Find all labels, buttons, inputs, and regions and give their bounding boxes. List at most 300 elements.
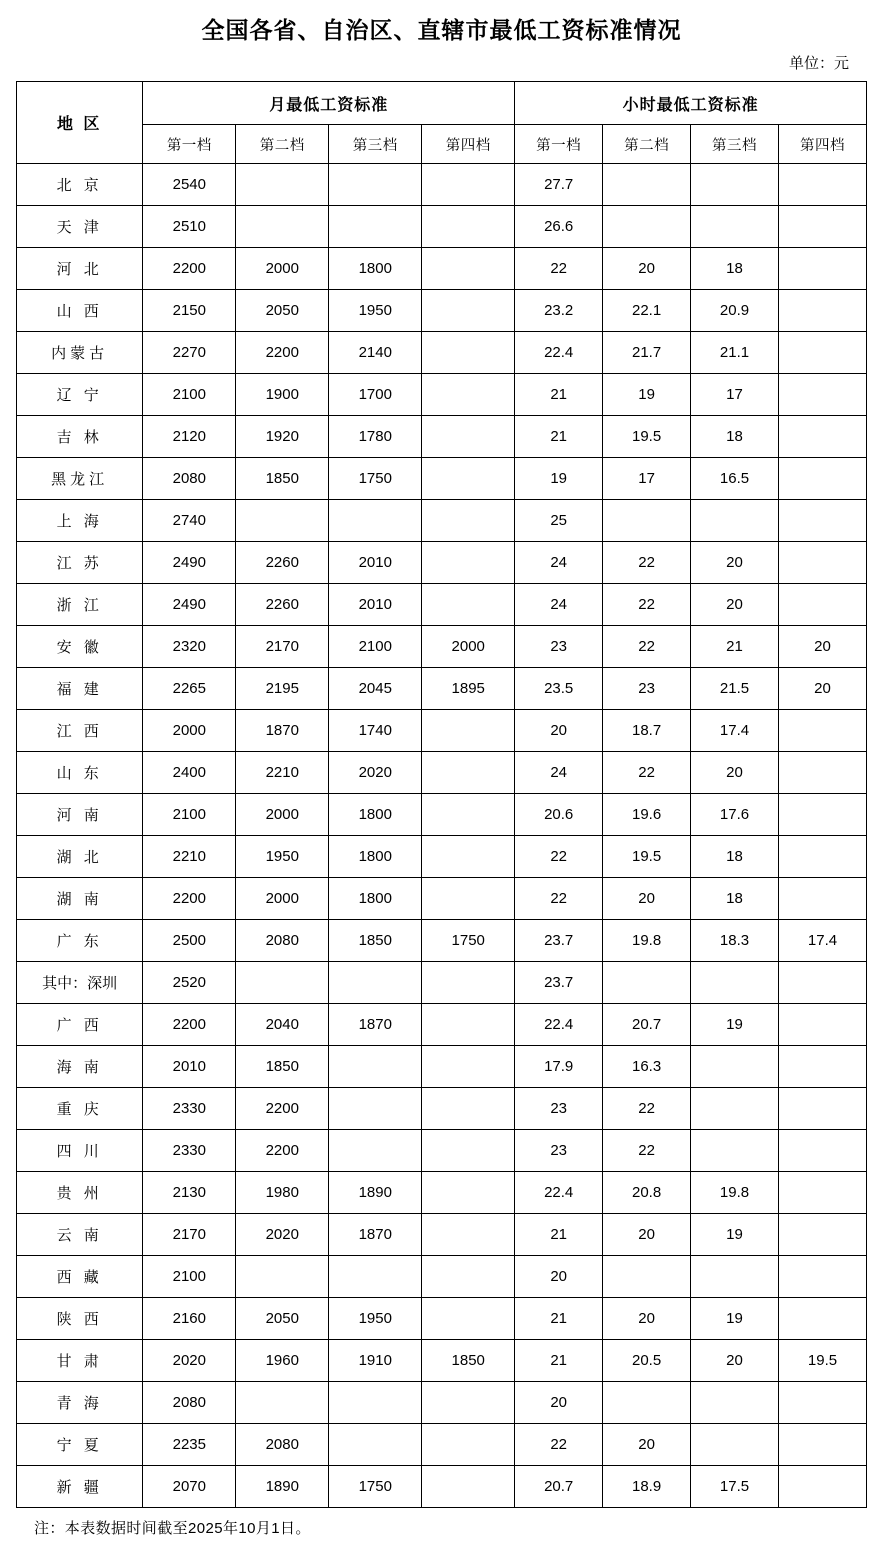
cell-h4 <box>778 1466 866 1508</box>
cell-h3: 19 <box>691 1214 779 1256</box>
cell-h3: 17 <box>691 374 779 416</box>
cell-h3: 20 <box>691 752 779 794</box>
cell-m2: 1950 <box>236 836 329 878</box>
cell-m1: 2740 <box>143 500 236 542</box>
cell-h1: 20.7 <box>515 1466 603 1508</box>
cell-h4 <box>778 332 866 374</box>
table-row <box>17 920 867 962</box>
cell-m4 <box>422 458 515 500</box>
cell-h1: 27.7 <box>515 164 603 206</box>
cell-h1: 20.6 <box>515 794 603 836</box>
row-region-label: 山 西 <box>17 290 143 332</box>
cell-m4 <box>422 164 515 206</box>
cell-m2: 2040 <box>236 1004 329 1046</box>
cell-h2: 18.9 <box>603 1466 691 1508</box>
cell-h4 <box>778 1088 866 1130</box>
cell-h4 <box>778 290 866 332</box>
table-row <box>17 668 867 710</box>
cell-m4 <box>422 248 515 290</box>
cell-m3 <box>329 206 422 248</box>
cell-m2: 1920 <box>236 416 329 458</box>
cell-m2: 2000 <box>236 248 329 290</box>
table-row <box>17 626 867 668</box>
cell-h1: 23.7 <box>515 962 603 1004</box>
table-row <box>17 1004 867 1046</box>
cell-h3 <box>691 206 779 248</box>
cell-m2: 2080 <box>236 920 329 962</box>
table-row <box>17 1088 867 1130</box>
cell-h3: 21.5 <box>691 668 779 710</box>
cell-h3: 18 <box>691 836 779 878</box>
cell-m2: 2200 <box>236 332 329 374</box>
cell-m1: 2270 <box>143 332 236 374</box>
cell-h4 <box>778 1046 866 1088</box>
cell-m1: 2080 <box>143 1382 236 1424</box>
table-row <box>17 1424 867 1466</box>
table-row <box>17 1130 867 1172</box>
cell-m3: 2020 <box>329 752 422 794</box>
cell-h4: 20 <box>778 668 866 710</box>
cell-h1: 23.7 <box>515 920 603 962</box>
cell-h3: 19 <box>691 1004 779 1046</box>
cell-m4 <box>422 584 515 626</box>
cell-m1: 2070 <box>143 1466 236 1508</box>
cell-m4 <box>422 878 515 920</box>
cell-h3: 17.6 <box>691 794 779 836</box>
cell-m4 <box>422 374 515 416</box>
table-row <box>17 290 867 332</box>
cell-h3 <box>691 500 779 542</box>
cell-m3 <box>329 1424 422 1466</box>
cell-h3 <box>691 164 779 206</box>
cell-m3: 1800 <box>329 836 422 878</box>
cell-h4 <box>778 1382 866 1424</box>
row-region-label: 河 南 <box>17 794 143 836</box>
cell-h3 <box>691 1424 779 1466</box>
table-row <box>17 962 867 1004</box>
cell-m1: 2120 <box>143 416 236 458</box>
cell-m2: 2080 <box>236 1424 329 1466</box>
cell-h2: 18.7 <box>603 710 691 752</box>
cell-h1: 23 <box>515 626 603 668</box>
cell-m2: 1850 <box>236 458 329 500</box>
cell-m4 <box>422 206 515 248</box>
cell-h4 <box>778 584 866 626</box>
cell-h1: 23 <box>515 1130 603 1172</box>
cell-m2: 2210 <box>236 752 329 794</box>
cell-m3 <box>329 1382 422 1424</box>
cell-m3: 1750 <box>329 458 422 500</box>
cell-m1: 2320 <box>143 626 236 668</box>
row-region-label: 福 建 <box>17 668 143 710</box>
cell-m3: 1800 <box>329 878 422 920</box>
cell-h3 <box>691 1088 779 1130</box>
cell-h2 <box>603 1382 691 1424</box>
cell-m2: 2200 <box>236 1088 329 1130</box>
cell-m2 <box>236 206 329 248</box>
cell-h3 <box>691 1130 779 1172</box>
cell-h4 <box>778 794 866 836</box>
cell-m4: 1895 <box>422 668 515 710</box>
column-header-hourly-tier4: 第四档 <box>778 125 866 164</box>
cell-m2: 2020 <box>236 1214 329 1256</box>
cell-h1: 26.6 <box>515 206 603 248</box>
column-header-hourly-tier2: 第二档 <box>603 125 691 164</box>
cell-h4 <box>778 878 866 920</box>
cell-h2: 22 <box>603 752 691 794</box>
row-region-label: 上 海 <box>17 500 143 542</box>
table-body <box>17 164 867 1508</box>
cell-m3: 2010 <box>329 584 422 626</box>
table-row <box>17 332 867 374</box>
table-row <box>17 500 867 542</box>
cell-m3: 1750 <box>329 1466 422 1508</box>
table-row <box>17 206 867 248</box>
cell-m2: 2000 <box>236 794 329 836</box>
cell-h4: 19.5 <box>778 1340 866 1382</box>
column-header-monthly-tier3: 第三档 <box>329 125 422 164</box>
cell-h1: 21 <box>515 1340 603 1382</box>
cell-h2: 22 <box>603 1130 691 1172</box>
cell-m1: 2200 <box>143 1004 236 1046</box>
cell-h3: 21 <box>691 626 779 668</box>
cell-m4 <box>422 1214 515 1256</box>
row-region-label: 新 疆 <box>17 1466 143 1508</box>
row-region-label: 西 藏 <box>17 1256 143 1298</box>
cell-m3: 2140 <box>329 332 422 374</box>
column-header-monthly-tier4: 第四档 <box>422 125 515 164</box>
cell-h3: 21.1 <box>691 332 779 374</box>
cell-m1: 2080 <box>143 458 236 500</box>
cell-h1: 20 <box>515 1256 603 1298</box>
row-region-label: 江 西 <box>17 710 143 752</box>
table-row <box>17 458 867 500</box>
cell-h4: 20 <box>778 626 866 668</box>
cell-h2: 19.5 <box>603 416 691 458</box>
column-group-hourly: 小时最低工资标准 <box>515 82 867 125</box>
cell-m3 <box>329 1130 422 1172</box>
cell-h2 <box>603 1256 691 1298</box>
cell-h4 <box>778 1130 866 1172</box>
row-region-label: 云 南 <box>17 1214 143 1256</box>
cell-h2: 22.1 <box>603 290 691 332</box>
cell-m3: 1950 <box>329 1298 422 1340</box>
cell-m4: 1850 <box>422 1340 515 1382</box>
cell-h2: 20 <box>603 1214 691 1256</box>
cell-h3: 20 <box>691 1340 779 1382</box>
table-row <box>17 878 867 920</box>
cell-m2: 2050 <box>236 290 329 332</box>
cell-h4 <box>778 962 866 1004</box>
minimum-wage-table <box>16 81 867 1508</box>
cell-m1: 2000 <box>143 710 236 752</box>
row-region-label: 海 南 <box>17 1046 143 1088</box>
row-region-label: 江 苏 <box>17 542 143 584</box>
row-region-label: 黑龙江 <box>17 458 143 500</box>
cell-h1: 25 <box>515 500 603 542</box>
cell-h1: 22 <box>515 836 603 878</box>
cell-m1: 2100 <box>143 794 236 836</box>
cell-h2: 20 <box>603 1298 691 1340</box>
cell-m4 <box>422 1046 515 1088</box>
row-region-label: 甘 肃 <box>17 1340 143 1382</box>
column-header-monthly-tier1: 第一档 <box>143 125 236 164</box>
cell-h4 <box>778 500 866 542</box>
cell-h2: 20.7 <box>603 1004 691 1046</box>
cell-m4 <box>422 542 515 584</box>
cell-h2: 17 <box>603 458 691 500</box>
cell-h4 <box>778 416 866 458</box>
cell-h2: 22 <box>603 626 691 668</box>
cell-m1: 2520 <box>143 962 236 1004</box>
cell-h2 <box>603 962 691 1004</box>
cell-h2: 16.3 <box>603 1046 691 1088</box>
cell-m1: 2160 <box>143 1298 236 1340</box>
row-region-label: 其中：深圳 <box>17 962 143 1004</box>
cell-h1: 22 <box>515 248 603 290</box>
cell-m3: 1740 <box>329 710 422 752</box>
cell-m2: 2260 <box>236 542 329 584</box>
cell-m1: 2130 <box>143 1172 236 1214</box>
table-row <box>17 164 867 206</box>
cell-m3 <box>329 1256 422 1298</box>
cell-m4 <box>422 332 515 374</box>
cell-m4 <box>422 1172 515 1214</box>
cell-m4 <box>422 962 515 1004</box>
row-region-label: 内蒙古 <box>17 332 143 374</box>
table-row <box>17 584 867 626</box>
table-row <box>17 1214 867 1256</box>
cell-h1: 20 <box>515 710 603 752</box>
cell-m3 <box>329 500 422 542</box>
cell-h2: 22 <box>603 584 691 626</box>
cell-m1: 2150 <box>143 290 236 332</box>
cell-h2: 20 <box>603 248 691 290</box>
row-region-label: 吉 林 <box>17 416 143 458</box>
cell-h2: 19.5 <box>603 836 691 878</box>
cell-m1: 2500 <box>143 920 236 962</box>
cell-m3: 1890 <box>329 1172 422 1214</box>
table-row <box>17 374 867 416</box>
cell-m1: 2330 <box>143 1130 236 1172</box>
cell-m3: 1870 <box>329 1004 422 1046</box>
cell-m2 <box>236 164 329 206</box>
cell-h3: 20.9 <box>691 290 779 332</box>
cell-h4 <box>778 1004 866 1046</box>
cell-m1: 2170 <box>143 1214 236 1256</box>
cell-h4 <box>778 836 866 878</box>
cell-h1: 24 <box>515 542 603 584</box>
cell-h1: 22.4 <box>515 332 603 374</box>
cell-h1: 24 <box>515 752 603 794</box>
row-region-label: 安 徽 <box>17 626 143 668</box>
cell-m2: 1960 <box>236 1340 329 1382</box>
row-region-label: 广 东 <box>17 920 143 962</box>
cell-h2: 20 <box>603 878 691 920</box>
cell-m1: 2265 <box>143 668 236 710</box>
cell-m4 <box>422 1466 515 1508</box>
row-region-label: 辽 宁 <box>17 374 143 416</box>
cell-h2: 22 <box>603 1088 691 1130</box>
cell-m4 <box>422 1424 515 1466</box>
cell-h2: 19.8 <box>603 920 691 962</box>
cell-m1: 2100 <box>143 374 236 416</box>
cell-m3: 1780 <box>329 416 422 458</box>
cell-m2: 1980 <box>236 1172 329 1214</box>
table-row <box>17 710 867 752</box>
cell-h3 <box>691 962 779 1004</box>
cell-m2: 2200 <box>236 1130 329 1172</box>
table-row <box>17 1298 867 1340</box>
cell-m2: 1850 <box>236 1046 329 1088</box>
cell-h1: 21 <box>515 374 603 416</box>
cell-m1: 2510 <box>143 206 236 248</box>
cell-h4 <box>778 1298 866 1340</box>
row-region-label: 湖 南 <box>17 878 143 920</box>
cell-m4 <box>422 1130 515 1172</box>
cell-m1: 2235 <box>143 1424 236 1466</box>
row-region-label: 青 海 <box>17 1382 143 1424</box>
column-header-monthly-tier2: 第二档 <box>236 125 329 164</box>
cell-h2: 20.8 <box>603 1172 691 1214</box>
cell-m4 <box>422 752 515 794</box>
cell-h3 <box>691 1046 779 1088</box>
cell-h4: 17.4 <box>778 920 866 962</box>
cell-m2: 2170 <box>236 626 329 668</box>
cell-h3: 20 <box>691 542 779 584</box>
cell-m3 <box>329 1088 422 1130</box>
cell-h2: 19 <box>603 374 691 416</box>
cell-h1: 21 <box>515 416 603 458</box>
cell-h1: 21 <box>515 1298 603 1340</box>
table-row <box>17 1046 867 1088</box>
cell-m2: 1900 <box>236 374 329 416</box>
cell-m3: 2045 <box>329 668 422 710</box>
cell-m4 <box>422 794 515 836</box>
cell-h4 <box>778 1256 866 1298</box>
cell-h1: 24 <box>515 584 603 626</box>
cell-h3: 16.5 <box>691 458 779 500</box>
cell-h3: 18 <box>691 248 779 290</box>
cell-m4 <box>422 1382 515 1424</box>
cell-m3 <box>329 962 422 1004</box>
cell-h4 <box>778 164 866 206</box>
cell-h3: 18 <box>691 878 779 920</box>
cell-h2: 21.7 <box>603 332 691 374</box>
cell-m4 <box>422 1298 515 1340</box>
cell-h2 <box>603 164 691 206</box>
cell-h1: 19 <box>515 458 603 500</box>
table-row <box>17 1340 867 1382</box>
cell-h4 <box>778 710 866 752</box>
cell-m1: 2400 <box>143 752 236 794</box>
row-region-label: 贵 州 <box>17 1172 143 1214</box>
cell-h3: 18.3 <box>691 920 779 962</box>
cell-m3: 2100 <box>329 626 422 668</box>
row-region-label: 山 东 <box>17 752 143 794</box>
cell-h1: 23.2 <box>515 290 603 332</box>
table-row <box>17 416 867 458</box>
cell-m3: 1800 <box>329 248 422 290</box>
table-row <box>17 752 867 794</box>
cell-h3: 20 <box>691 584 779 626</box>
cell-m1: 2200 <box>143 248 236 290</box>
column-header-hourly-tier3: 第三档 <box>691 125 779 164</box>
cell-m1: 2200 <box>143 878 236 920</box>
column-header-region: 地 区 <box>17 82 143 164</box>
cell-m4 <box>422 710 515 752</box>
cell-h3 <box>691 1256 779 1298</box>
table-row <box>17 542 867 584</box>
cell-h1: 17.9 <box>515 1046 603 1088</box>
cell-m1: 2330 <box>143 1088 236 1130</box>
table-row <box>17 1466 867 1508</box>
cell-h1: 22 <box>515 878 603 920</box>
cell-m2: 2260 <box>236 584 329 626</box>
column-header-hourly-tier1: 第一档 <box>515 125 603 164</box>
cell-h2 <box>603 500 691 542</box>
cell-m1: 2490 <box>143 584 236 626</box>
cell-m3: 1910 <box>329 1340 422 1382</box>
cell-m4 <box>422 1256 515 1298</box>
cell-m2 <box>236 500 329 542</box>
cell-m3: 1870 <box>329 1214 422 1256</box>
row-region-label: 天 津 <box>17 206 143 248</box>
cell-m3: 1950 <box>329 290 422 332</box>
cell-m3: 1800 <box>329 794 422 836</box>
cell-h1: 22 <box>515 1424 603 1466</box>
cell-m3: 2010 <box>329 542 422 584</box>
cell-h4 <box>778 248 866 290</box>
table-header <box>17 82 867 164</box>
cell-h3: 18 <box>691 416 779 458</box>
cell-h2: 19.6 <box>603 794 691 836</box>
cell-h2: 22 <box>603 542 691 584</box>
cell-m2 <box>236 1382 329 1424</box>
cell-m2: 2195 <box>236 668 329 710</box>
cell-h2: 20.5 <box>603 1340 691 1382</box>
cell-m4: 2000 <box>422 626 515 668</box>
cell-h4 <box>778 374 866 416</box>
cell-m3 <box>329 164 422 206</box>
cell-h4 <box>778 1172 866 1214</box>
document-page <box>0 14 883 1538</box>
cell-m1: 2100 <box>143 1256 236 1298</box>
cell-m1: 2490 <box>143 542 236 584</box>
cell-h2: 20 <box>603 1424 691 1466</box>
cell-h4 <box>778 752 866 794</box>
cell-m4 <box>422 836 515 878</box>
cell-m1: 2540 <box>143 164 236 206</box>
cell-h3: 19 <box>691 1298 779 1340</box>
cell-h3: 17.5 <box>691 1466 779 1508</box>
cell-m2 <box>236 1256 329 1298</box>
cell-h1: 22.4 <box>515 1004 603 1046</box>
cell-m2: 2000 <box>236 878 329 920</box>
row-region-label: 河 北 <box>17 248 143 290</box>
cell-m4 <box>422 500 515 542</box>
row-region-label: 北 京 <box>17 164 143 206</box>
cell-m4 <box>422 290 515 332</box>
cell-h1: 23 <box>515 1088 603 1130</box>
table-note: 注：本表数据时间截至2025年10月1日。 <box>34 1520 311 1538</box>
table-row <box>17 1382 867 1424</box>
cell-h4 <box>778 1214 866 1256</box>
cell-h3 <box>691 1382 779 1424</box>
cell-h4 <box>778 542 866 584</box>
cell-h1: 21 <box>515 1214 603 1256</box>
cell-h3: 19.8 <box>691 1172 779 1214</box>
